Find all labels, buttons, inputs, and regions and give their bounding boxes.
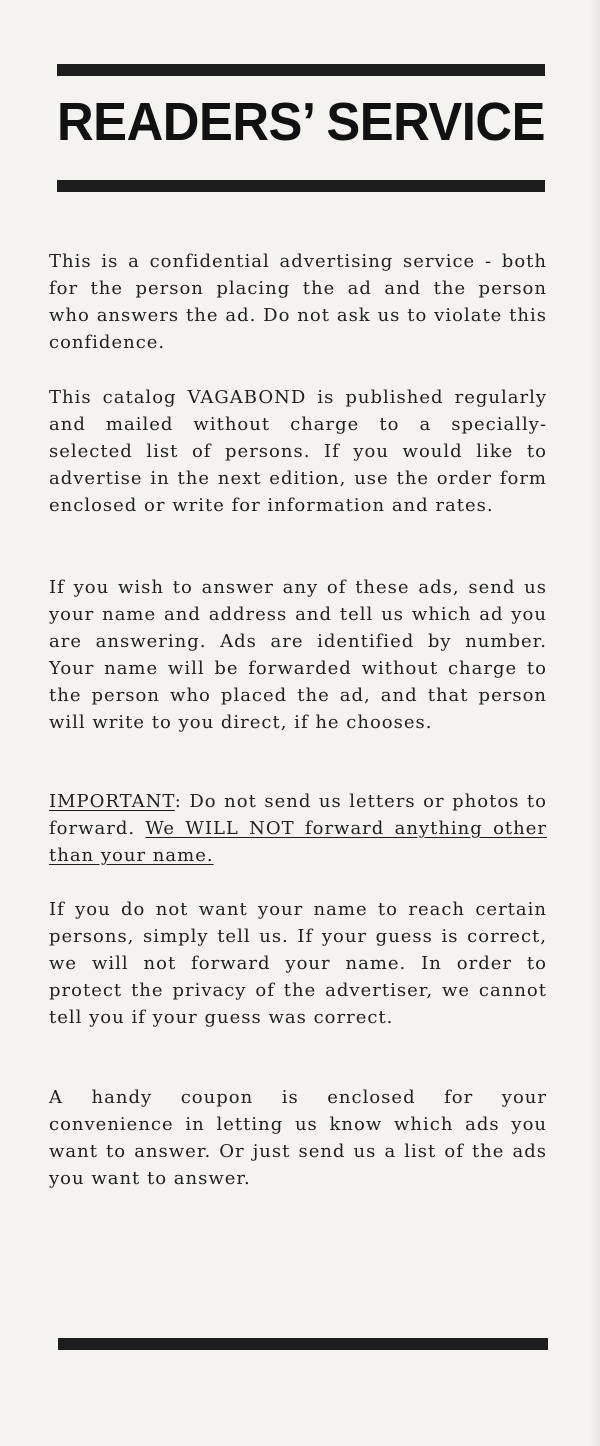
page-edge-shadow [590,0,600,1446]
important-label: IMPORTANT [49,791,175,812]
paragraph-catalog-info: This catalog VAGABOND is published regularly and mailed without charge to a specially-selected list of persons. If you would like to advertise in the next edition, use the order form enclosed or write for information and rates. [49,387,547,516]
paragraph-answering-ads: If you wish to answer any of these ads, send us your name and address and tell us which ad you are answering. Ads are identified by number. Your name will be forwarded without charge to the person who placed the ad, and that person will write to you direct, if he chooses. [49,577,547,733]
bottom-rule [58,1338,548,1350]
important-text: : Do not send us letters or photos to forward. [49,791,547,839]
paragraph-confidentiality: This is a confidential advertising service - both for the person placing the ad and the person who answers the ad. Do not ask us to violate this confidence. [49,251,547,353]
top-rule [57,64,545,76]
page-title: READERS’ SERVICE [57,92,546,152]
title-bottom-rule [57,180,545,192]
paragraph-important-notice [49,788,547,869]
paragraph-blocking-names: If you do not want your name to reach certain persons, simply tell us. If your guess is correct, we will not forward your name. In order to protect the privacy of the advertiser, we cannot tell you if your guess was correct. [49,899,547,1028]
important-emphasis: We WILL NOT forward anything other than your name. [49,818,547,866]
paragraph-coupon: A handy coupon is enclosed for your convenience in letting us know which ads you want to answer. Or just send us a list of the ads you want to answer. [49,1087,547,1189]
